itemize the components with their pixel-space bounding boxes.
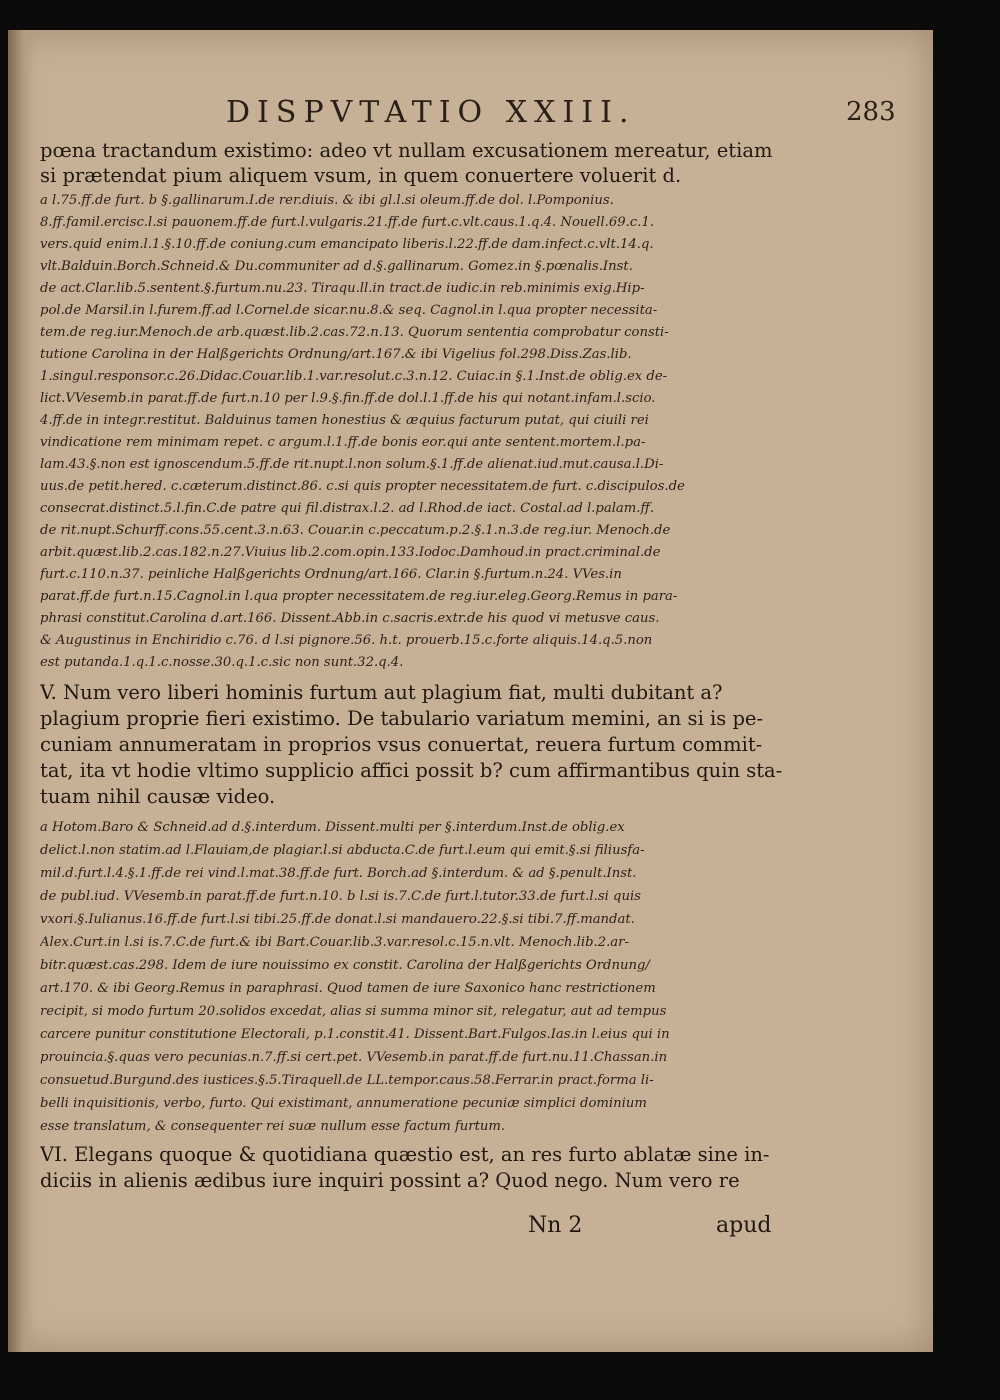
- footnote-line: tutione Carolina in der Halßgerichts Ordnung/art.167.& ibi Vigelius fol.298.Diss.Zas.lib.: [40, 347, 632, 362]
- page-number: 283: [846, 97, 896, 127]
- running-title: DISPVTATIO XXIII.: [226, 95, 636, 130]
- footnote-line: uus.de petit.hered. c.cæterum.distinct.86. c.si quis propter necessitatem.de furt. c.discipulos.de: [40, 479, 685, 494]
- footnote-line: delict.l.non statim.ad l.Flauiam,de plagiar.l.si abducta.C.de furt.l.eum qui emit.§.si filiusfa-: [40, 843, 645, 858]
- footnote-line: vers.quid enim.l.1.§.10.ff.de coniung.cum emancipato liberis.l.22.ff.de dam.infect.c.vlt.14.q.: [40, 237, 654, 252]
- footnote-line: belli inquisitionis, verbo, furto. Qui existimant, annumeratione pecuniæ simplici dominium: [40, 1096, 647, 1111]
- footnote-line: & Augustinus in Enchiridio c.76. d l.si pignore.56. h.t. prouerb.15.c.forte aliquis.14.q.5.non: [40, 633, 653, 648]
- footnote-line: esse translatum, & consequenter rei suæ nullum esse factum furtum.: [40, 1119, 506, 1134]
- footnote-line: vindicatione rem minimam repet. c argum.l.1.ff.de bonis eor.qui ante sentent.mortem.l.pa-: [40, 435, 646, 450]
- footnote-line: 8.ff.famil.ercisc.l.si pauonem.ff.de furt.l.vulgaris.21.ff.de furt.c.vlt.caus.1.q.4. Nouell.69.c.1.: [40, 215, 654, 230]
- catchword: apud: [716, 1213, 772, 1238]
- footnote-line: bitr.quæst.cas.298. Idem de iure nouissimo ex constit. Carolina der Halßgerichts Ordnung/: [40, 958, 650, 973]
- page-gutter-shadow: [8, 30, 34, 1352]
- footnote-line: furt.c.110.n.37. peinliche Halßgerichts Ordnung/art.166. Clar.in §.furtum.n.24. VVes.in: [40, 567, 622, 582]
- body-line: VI. Elegans quoque & quotidiana quæstio est, an res furto ablatæ sine in-: [40, 1143, 770, 1166]
- footnote-line: recipit, si modo furtum 20.solidos excedat, alias si summa minor sit, relegatur, aut ad tempus: [40, 1004, 667, 1019]
- body-line: pœna tractandum existimo: adeo vt nullam excusationem mereatur, etiam: [40, 139, 773, 162]
- body-line: si prætendat pium aliquem vsum, in quem conuertere voluerit d.: [40, 164, 682, 187]
- body-line: tuam nihil causæ video.: [40, 785, 276, 808]
- footnote-line: vxori.§.Iulianus.16.ff.de furt.l.si tibi.25.ff.de donat.l.si mandauero.22.§.si tibi.7.ff.mandat.: [40, 912, 635, 927]
- body-line: plagium proprie fieri existimo. De tabulario variatum memini, an si is pe-: [40, 707, 764, 730]
- footnote-line: phrasi constitut.Carolina d.art.166. Dissent.Abb.in c.sacris.extr.de his quod vi metusve caus.: [40, 611, 660, 626]
- footnote-line: consecrat.distinct.5.l.fin.C.de patre qui fil.distrax.l.2. ad l.Rhod.de iact. Costal.ad l.palam.ff.: [40, 501, 655, 516]
- footnote-line: de rit.nupt.Schurff.cons.55.cent.3.n.63. Couar.in c.peccatum.p.2.§.1.n.3.de reg.iur. Menoch.de: [40, 523, 671, 538]
- footnote-line: consuetud.Burgund.des iustices.§.5.Tiraquell.de LL.tempor.caus.58.Ferrar.in pract.forma li-: [40, 1073, 654, 1088]
- book-page: [8, 30, 933, 1352]
- footnote-line: vlt.Balduin.Borch.Schneid.& Du.communiter ad d.§.gallinarum. Gomez.in §.pœnalis.Inst.: [40, 259, 633, 274]
- footnote-line: lam.43.§.non est ignoscendum.5.ff.de rit.nupt.l.non solum.§.1.ff.de alienat.iud.mut.causa.l.Di-: [40, 457, 664, 472]
- footnote-line: est putanda.1.q.1.c.nosse.30.q.1.c.sic non sunt.32.q.4.: [40, 655, 404, 670]
- footnote-line: pol.de Marsil.in l.furem.ff.ad l.Cornel.de sicar.nu.8.& seq. Cagnol.in l.qua propter necessita-: [40, 303, 658, 318]
- body-line: tat, ita vt hodie vltimo supplicio affici possit b? cum affirmantibus quin sta-: [40, 759, 783, 782]
- footnote-line: carcere punitur constitutione Electorali, p.1.constit.41. Dissent.Bart.Fulgos.Ias.in l.eius qui in: [40, 1027, 670, 1042]
- footnote-line: de publ.iud. VVesemb.in parat.ff.de furt.n.10. b l.si is.7.C.de furt.l.tutor.33.de furt.l.si quis: [40, 889, 641, 904]
- footnote-line: art.170. & ibi Georg.Remus in paraphrasi. Quod tamen de iure Saxonico hanc restrictionem: [40, 981, 656, 996]
- footnote-line: 4.ff.de in integr.restitut. Balduinus tamen honestius & æquius facturum putat, qui ciuili rei: [40, 413, 649, 428]
- footnote-line: prouincia.§.quas vero pecunias.n.7.ff.si cert.pet. VVesemb.in parat.ff.de furt.nu.11.Chassan.in: [40, 1050, 668, 1065]
- signature-mark: Nn 2: [528, 1213, 583, 1238]
- body-line: V. Num vero liberi hominis furtum aut plagium fiat, multi dubitant a?: [40, 681, 723, 704]
- footnote-line: tem.de reg.iur.Menoch.de arb.quæst.lib.2.cas.72.n.13. Quorum sententia comprobatur consti-: [40, 325, 669, 340]
- footnote-line: arbit.quæst.lib.2.cas.182.n.27.Viuius lib.2.com.opin.133.Iodoc.Damhoud.in pract.criminal.de: [40, 545, 661, 560]
- footnote-line: mil.d.furt.l.4.§.1.ff.de rei vind.l.mat.38.ff.de furt. Borch.ad §.interdum. & ad §.penult.Inst.: [40, 866, 637, 881]
- footnote-line: 1.singul.responsor.c.26.Didac.Couar.lib.1.var.resolut.c.3.n.12. Cuiac.in §.1.Inst.de oblig.ex de-: [40, 369, 668, 384]
- footnote-line: parat.ff.de furt.n.15.Cagnol.in l.qua propter necessitatem.de reg.iur.eleg.Georg.Remus in para-: [40, 589, 678, 604]
- body-line: cuniam annumeratam in proprios vsus conuertat, reuera furtum commit-: [40, 733, 763, 756]
- footnote-line: lict.VVesemb.in parat.ff.de furt.n.10 per l.9.§.fin.ff.de dol.l.1.ff.de his qui notant.infam.l.scio.: [40, 391, 656, 406]
- text-block: [40, 30, 785, 1330]
- footnote-line: Alex.Curt.in l.si is.7.C.de furt.& ibi Bart.Couar.lib.3.var.resol.c.15.n.vlt. Menoch.lib.2.ar-: [40, 935, 629, 950]
- body-line: diciis in alienis ædibus iure inquiri possint a? Quod nego. Num vero re: [40, 1169, 740, 1192]
- footnote-line: a l.75.ff.de furt. b §.gallinarum.I.de rer.diuis. & ibi gl.l.si oleum.ff.de dol. l.Pomponius.: [40, 193, 614, 208]
- footnote-line: de act.Clar.lib.5.sentent.§.furtum.nu.23. Tiraqu.ll.in tract.de iudic.in reb.minimis exig.Hip-: [40, 281, 645, 296]
- footnote-line: a Hotom.Baro & Schneid.ad d.§.interdum. Dissent.multi per §.interdum.Inst.de oblig.ex: [40, 820, 625, 835]
